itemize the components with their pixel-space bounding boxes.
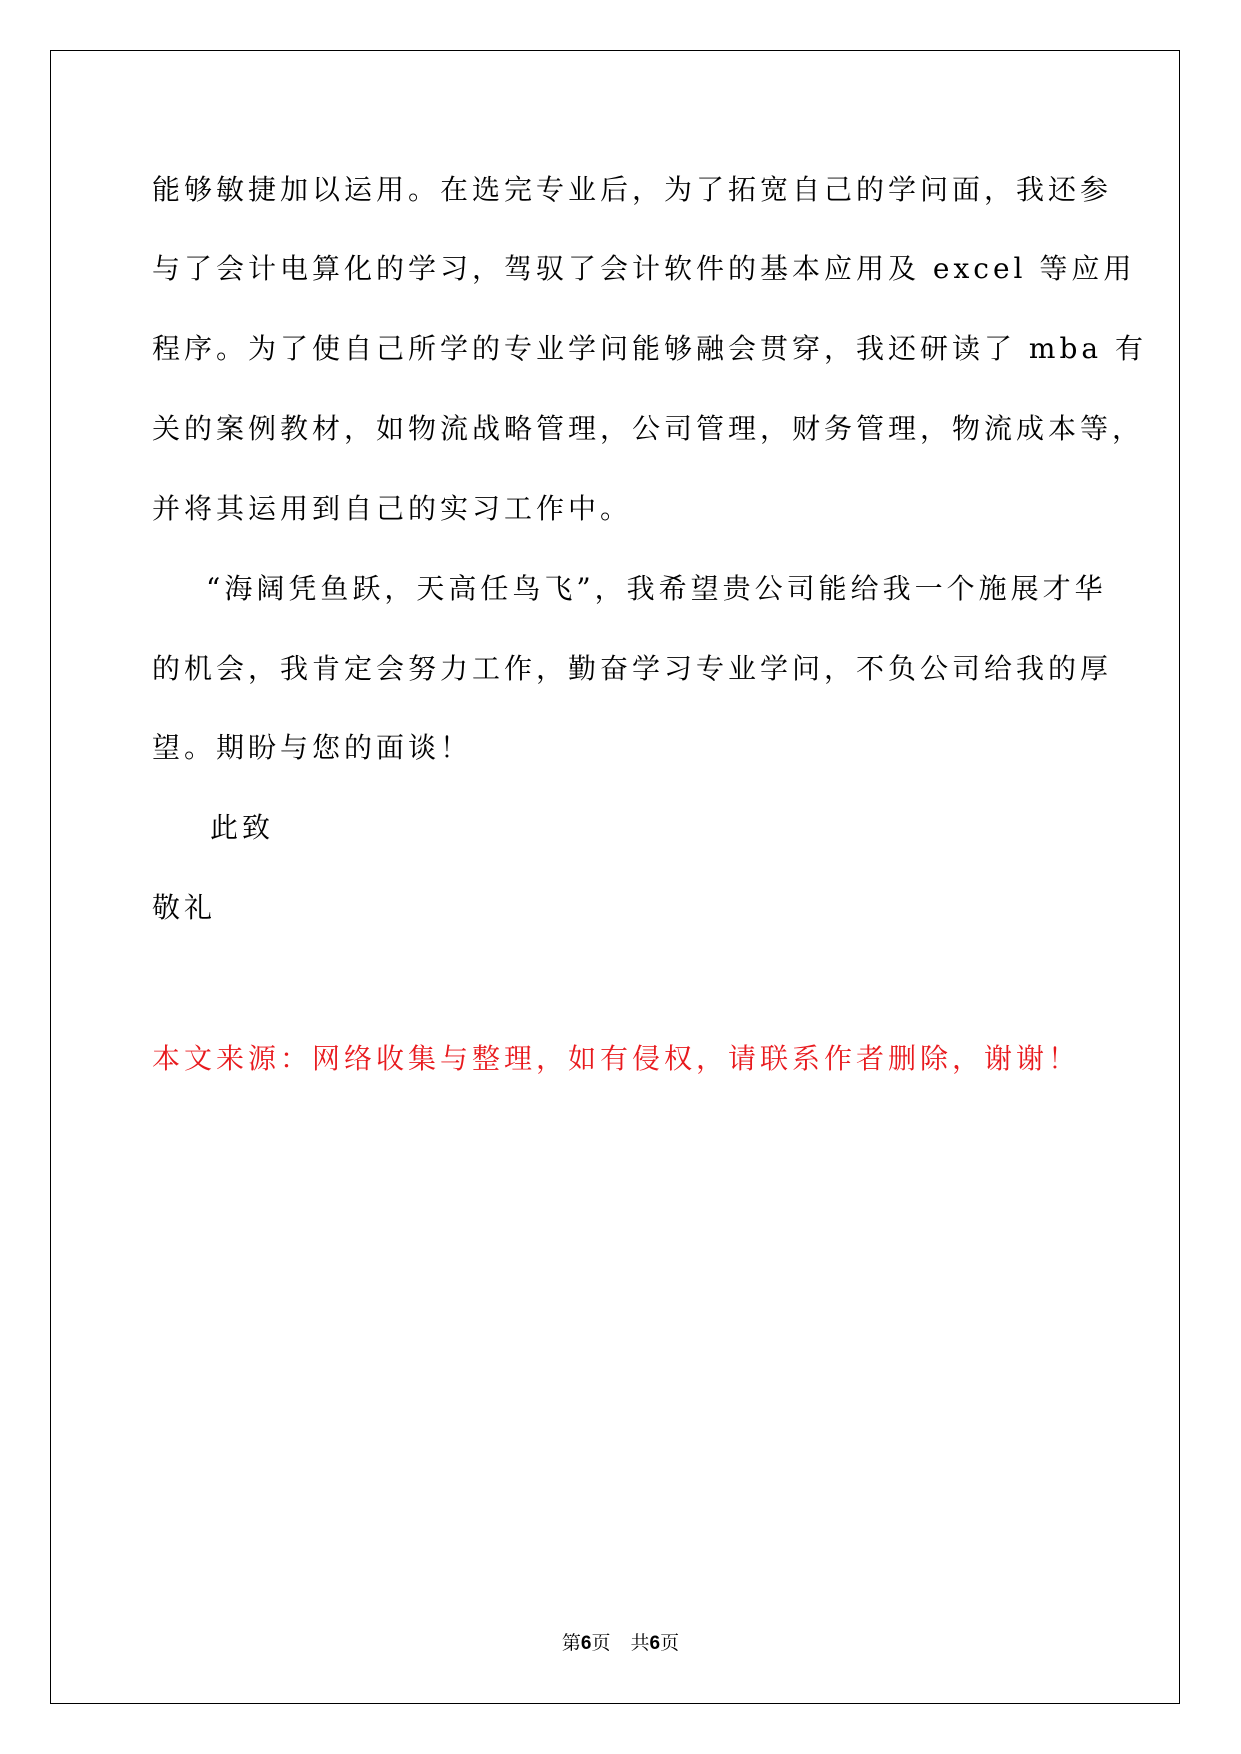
page-border [50, 50, 1180, 1704]
paragraph-line-7: 的机会，我肯定会努力工作，勤奋学习专业学问，不负公司给我的厚 [152, 652, 1113, 685]
closing-line: 敬礼 [152, 891, 217, 924]
salutation-line: 此致 [210, 811, 275, 844]
paragraph-line-4: 关的案例教材，如物流战略管理，公司管理，财务管理，物流成本等， [152, 412, 1145, 445]
footer-total-suffix: 页 [660, 1632, 680, 1654]
footer-total-prefix: 共 [630, 1632, 650, 1654]
page-footer [0, 1630, 1241, 1657]
paragraph-line-8: 望。期盼与您的面谈！ [152, 731, 473, 764]
footer-page-total: 6 [649, 1633, 661, 1654]
footer-page-current: 6 [580, 1633, 592, 1654]
paragraph-line-5: 并将其运用到自己的实习工作中。 [152, 492, 633, 525]
footer-page-prefix: 第 [561, 1632, 581, 1654]
paragraph-line-2: 与了会计电算化的学习，驾驭了会计软件的基本应用及 excel 等应用 [152, 252, 1136, 285]
paragraph-line-1: 能够敏捷加以运用。在选完专业后，为了拓宽自己的学问面，我还参 [152, 173, 1113, 206]
footer-page-suffix: 页 [591, 1632, 611, 1654]
paragraph-line-3: 程序。为了使自己所学的专业学问能够融会贯穿，我还研读了 mba 有 [152, 332, 1147, 365]
source-notice: 本文来源：网络收集与整理，如有侵权，请联系作者删除，谢谢！ [152, 1042, 1081, 1075]
paragraph-line-6: “海阔凭鱼跃，天高任鸟飞”，我希望贵公司能给我一个施展才华 [206, 572, 1107, 605]
